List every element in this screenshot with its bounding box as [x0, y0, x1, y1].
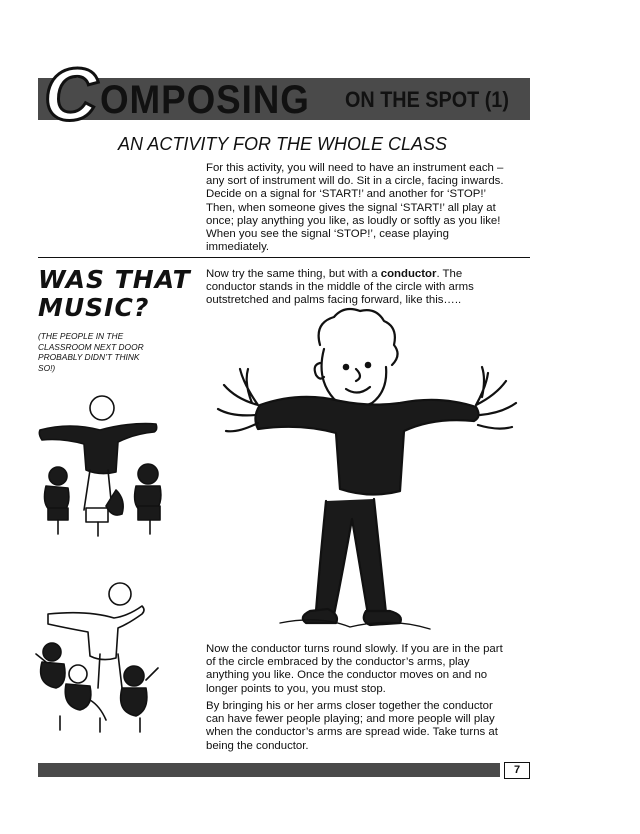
sidebar-heading-line: MUSIC? — [38, 293, 150, 322]
footer-bar — [38, 763, 500, 777]
arms-line: can have fewer people playing; and more people will play — [206, 713, 495, 726]
page-title: OMPOSING — [100, 78, 310, 122]
conductor-line: conductor stands in the middle of the circle with arms — [206, 281, 474, 294]
intro-line: Decide on a signal for ‘START!’ and another for ‘STOP!’ — [206, 188, 487, 201]
arms-paragraph — [206, 700, 532, 753]
conductor-turning-illustration — [30, 580, 170, 740]
class-ensemble-illustration — [30, 390, 170, 540]
turns-line: longer points to you, you must stop. — [206, 682, 386, 695]
turns-paragraph — [206, 643, 532, 696]
sidebar-note-line: SO!) — [38, 362, 56, 373]
turns-line: of the circle embraced by the conductor’s arms, play — [206, 656, 470, 669]
sidebar-note-line: PROBABLY DIDN’T THINK — [38, 352, 140, 362]
sidebar-heading — [38, 266, 191, 322]
intro-line: immediately. — [206, 241, 270, 254]
conductor-line-text: Now try the same thing, but with a — [206, 268, 381, 280]
page-number: 7 — [504, 762, 530, 779]
intro-line: For this activity, you will need to have an instrument each – — [206, 162, 504, 174]
section-divider — [38, 257, 530, 258]
intro-line: When you see the signal ‘STOP!’, cease playing — [206, 228, 449, 241]
sidebar-heading-line: WAS THAT — [38, 265, 191, 294]
intro-line: once; play anything you like, as loudly or softly as you like! — [206, 214, 501, 227]
conductor-illustration — [200, 305, 520, 645]
sidebar-note-line: CLASSROOM NEXT DOOR — [38, 341, 144, 352]
page-title-tag: ON THE SPOT (1) — [345, 87, 509, 112]
arms-line: By bringing his or her arms closer together the conductor — [206, 700, 493, 712]
intro-line: Then, when someone gives the signal ‘START!’ all play at — [206, 201, 496, 214]
intro-paragraph — [206, 162, 532, 254]
activity-subtitle: AN ACTIVITY FOR THE WHOLE CLASS — [118, 134, 448, 154]
conductor-line — [206, 268, 532, 281]
sidebar-note-line: (THE PEOPLE IN THE — [38, 331, 124, 341]
turns-line: Now the conductor turns round slowly. If you are in the part — [206, 643, 503, 655]
turns-line: anything you like. Once the conductor moves on and no — [206, 669, 488, 682]
conductor-term: conductor — [380, 268, 437, 280]
sidebar-note — [38, 331, 178, 373]
conductor-paragraph — [206, 268, 532, 308]
arms-line: when the conductor’s arms are spread wide. Take turns at — [206, 726, 498, 739]
title-initial: C — [44, 53, 96, 136]
intro-line: any sort of instrument will do. Sit in a circle, facing inwards. — [206, 175, 504, 188]
conductor-line: outstretched and palms facing forward, like this….. — [206, 294, 462, 307]
conductor-line-text: . The — [436, 268, 463, 280]
arms-line: being the conductor. — [206, 739, 309, 752]
